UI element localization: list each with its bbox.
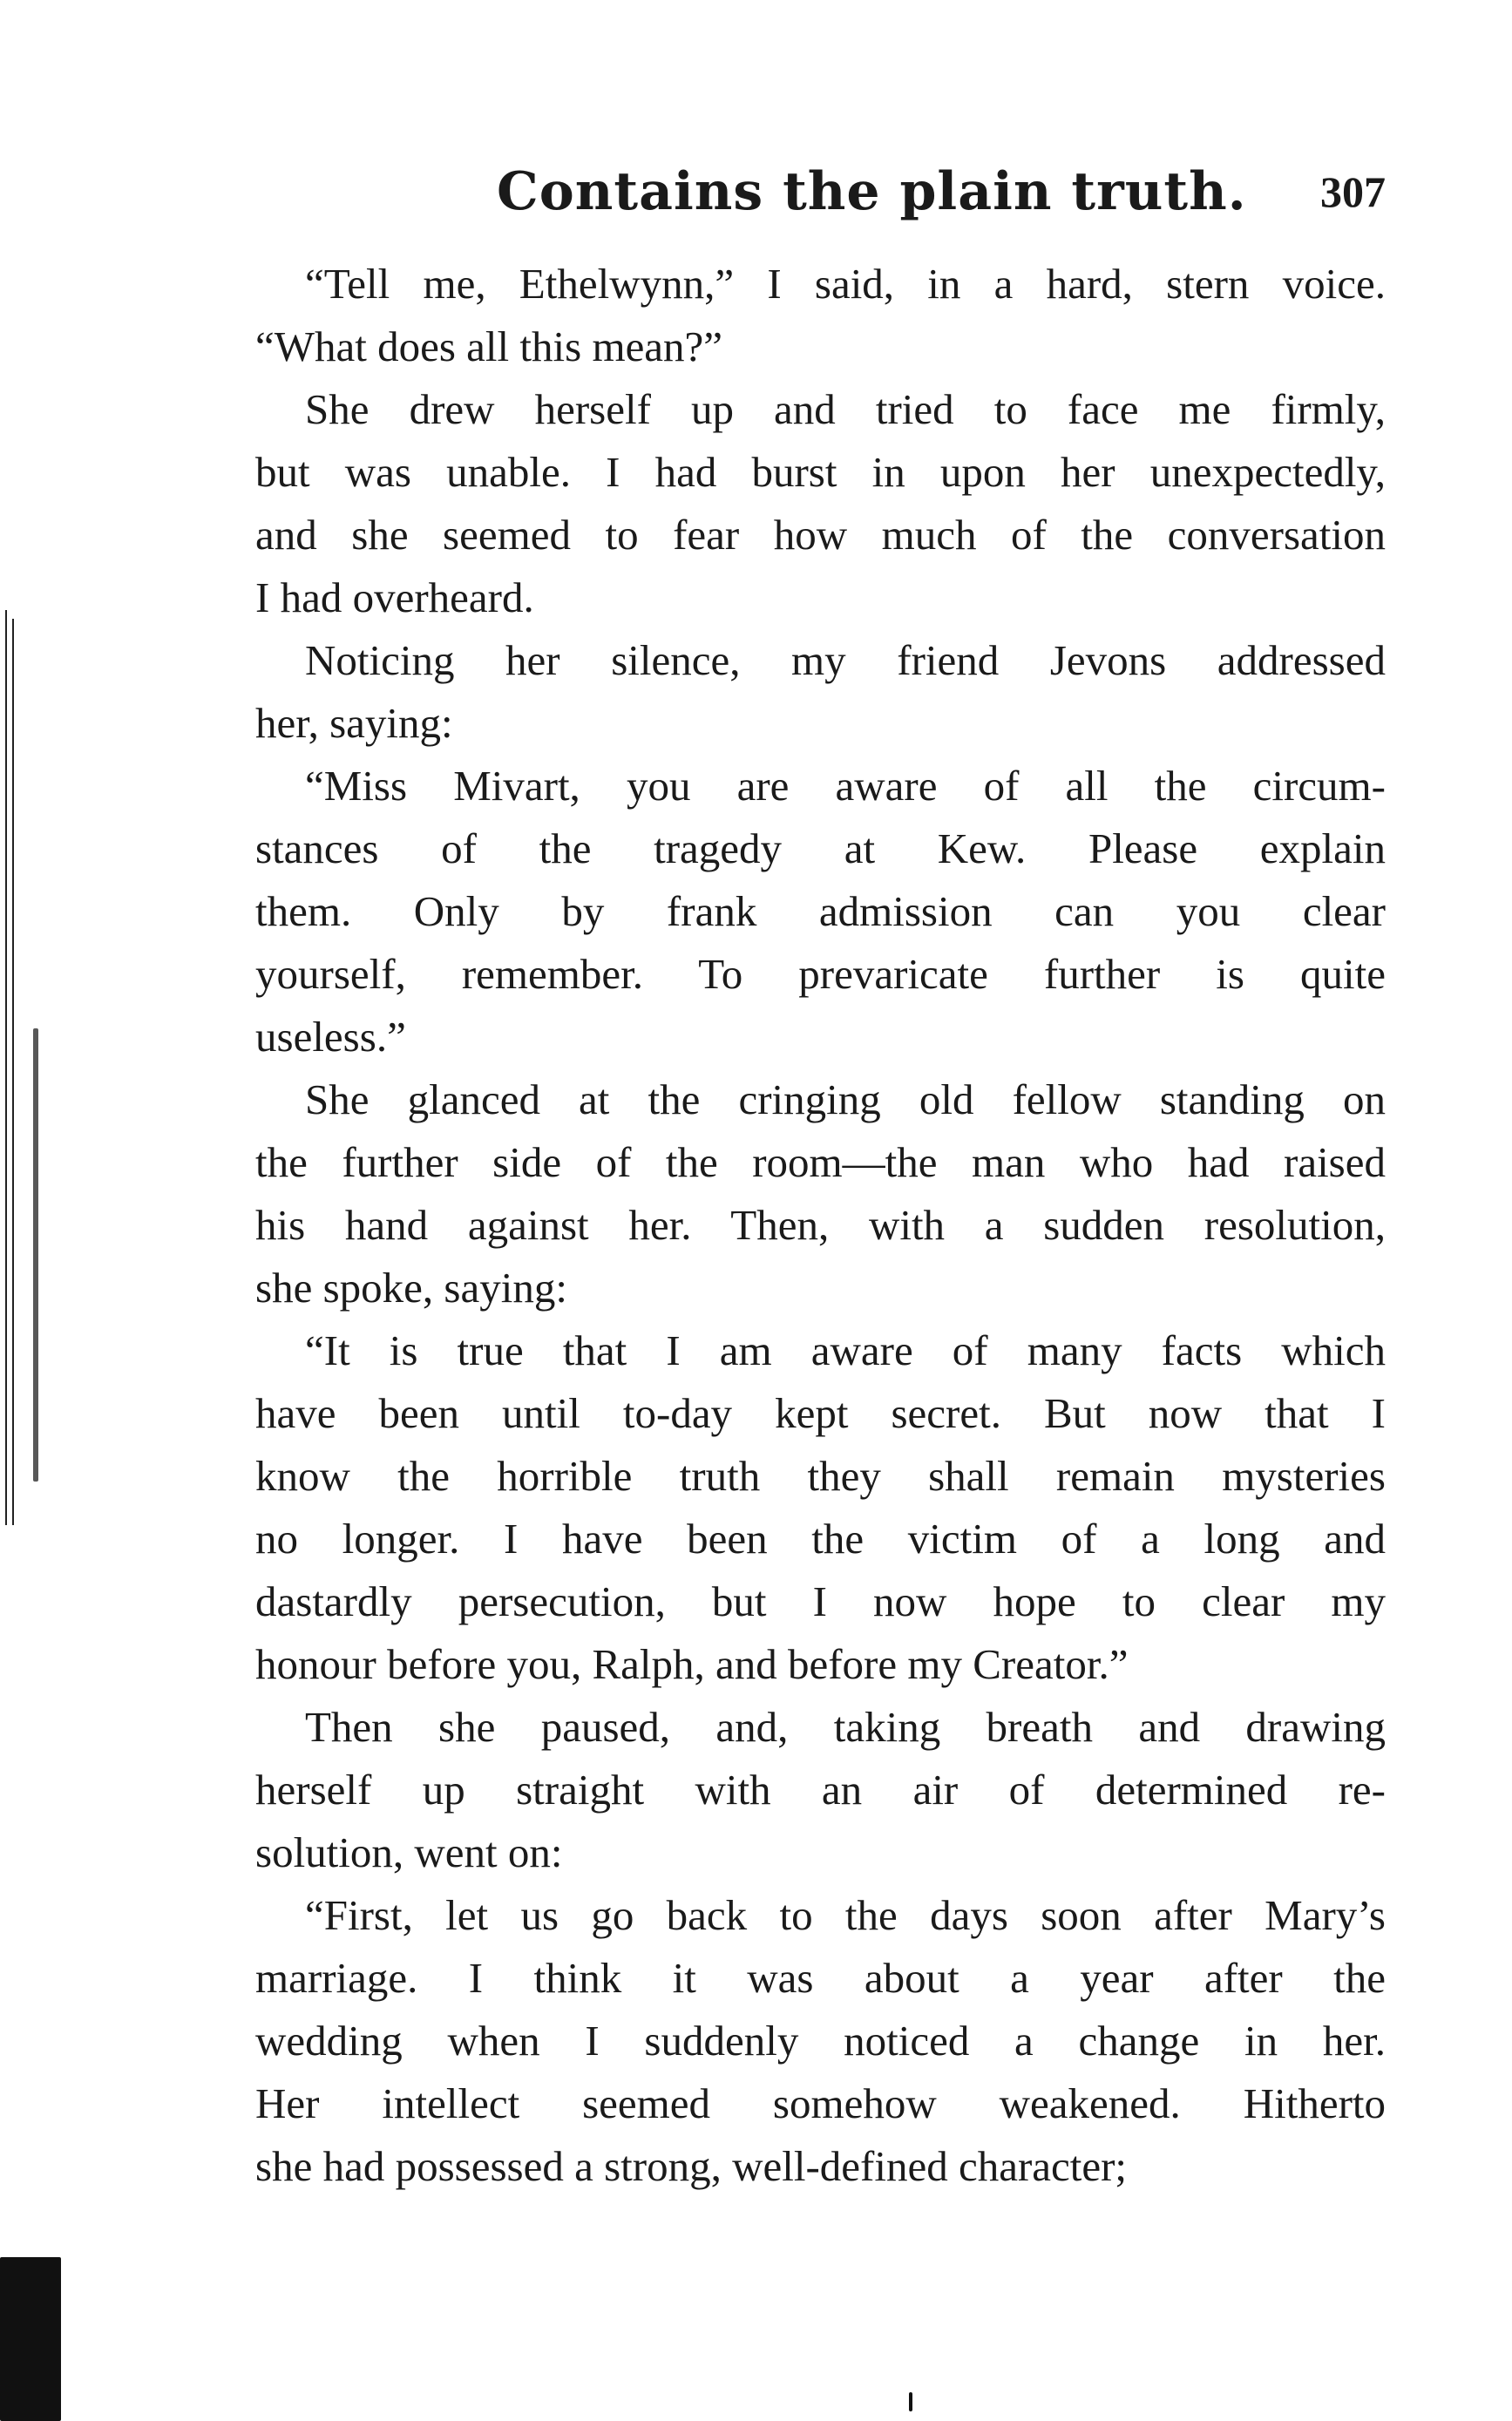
speck-mark (909, 2392, 912, 2411)
text-line: “Miss Mivart, you are aware of all the circum- (305, 762, 1386, 810)
text-line: honour before you, Ralph, and before my Creator.” (255, 1640, 1129, 1688)
gutter-line-1 (5, 610, 7, 1525)
text-line: them. Only by frank admission can you clear (255, 887, 1386, 935)
text-line: his hand against her. Then, with a sudden resolution, (255, 1201, 1386, 1249)
text-line: “First, let us go back to the days soon after Mary’s (305, 1891, 1386, 1939)
chapter-heading: Contains the plain truth. (497, 161, 1247, 222)
text-line: she had possessed a strong, well-defined character; (255, 2142, 1128, 2190)
text-line: she spoke, saying: (255, 1264, 567, 1312)
text-line: useless.” (255, 1013, 406, 1061)
text-line: “What does all this mean?” (255, 322, 723, 370)
text-line: solution, went on: (255, 1828, 563, 1876)
text-line: yourself, remember. To prevaricate further is quite (255, 950, 1386, 998)
text-line: the further side of the room—the man who had raised (255, 1138, 1386, 1186)
text-line: her, saying: (255, 699, 453, 747)
text-line: Noticing her silence, my friend Jevons addressed (305, 636, 1386, 684)
running-head (253, 157, 1386, 227)
text-line: marriage. I think it was about a year after the (255, 1954, 1386, 2002)
text-line: wedding when I suddenly noticed a change in her. (255, 2017, 1386, 2065)
text-line: I had overheard. (255, 573, 534, 621)
text-line: “It is true that I am aware of many facts which (305, 1326, 1386, 1374)
binding-mark (33, 1028, 38, 1482)
body-text (255, 253, 1386, 2198)
text-line: Her intellect seemed somehow weakened. Hitherto (255, 2079, 1386, 2127)
gutter-line-2 (12, 619, 14, 1525)
text-line: herself up straight with an air of determined re- (255, 1766, 1386, 1814)
text-line: have been until to-day kept secret. But now that I (255, 1389, 1386, 1437)
text-line: She glanced at the cringing old fellow standing on (305, 1075, 1386, 1123)
text-line: “Tell me, Ethelwynn,” I said, in a hard, stern voice. (305, 260, 1386, 308)
text-line: stances of the tragedy at Kew. Please explain (255, 824, 1386, 872)
text-line: no longer. I have been the victim of a long and (255, 1515, 1386, 1563)
page-number: 307 (1320, 167, 1386, 216)
text-line: and she seemed to fear how much of the conversation (255, 511, 1386, 559)
text-line: She drew herself up and tried to face me firmly, (305, 385, 1386, 433)
text-line: but was unable. I had burst in upon her unexpectedly, (255, 448, 1386, 496)
text-line: dastardly persecution, but I now hope to clear my (255, 1577, 1386, 1625)
binding-mark-bottom (0, 2257, 61, 2421)
text-line: know the horrible truth they shall remain mysteries (255, 1452, 1386, 1500)
text-line: Then she paused, and, taking breath and drawing (305, 1703, 1386, 1751)
